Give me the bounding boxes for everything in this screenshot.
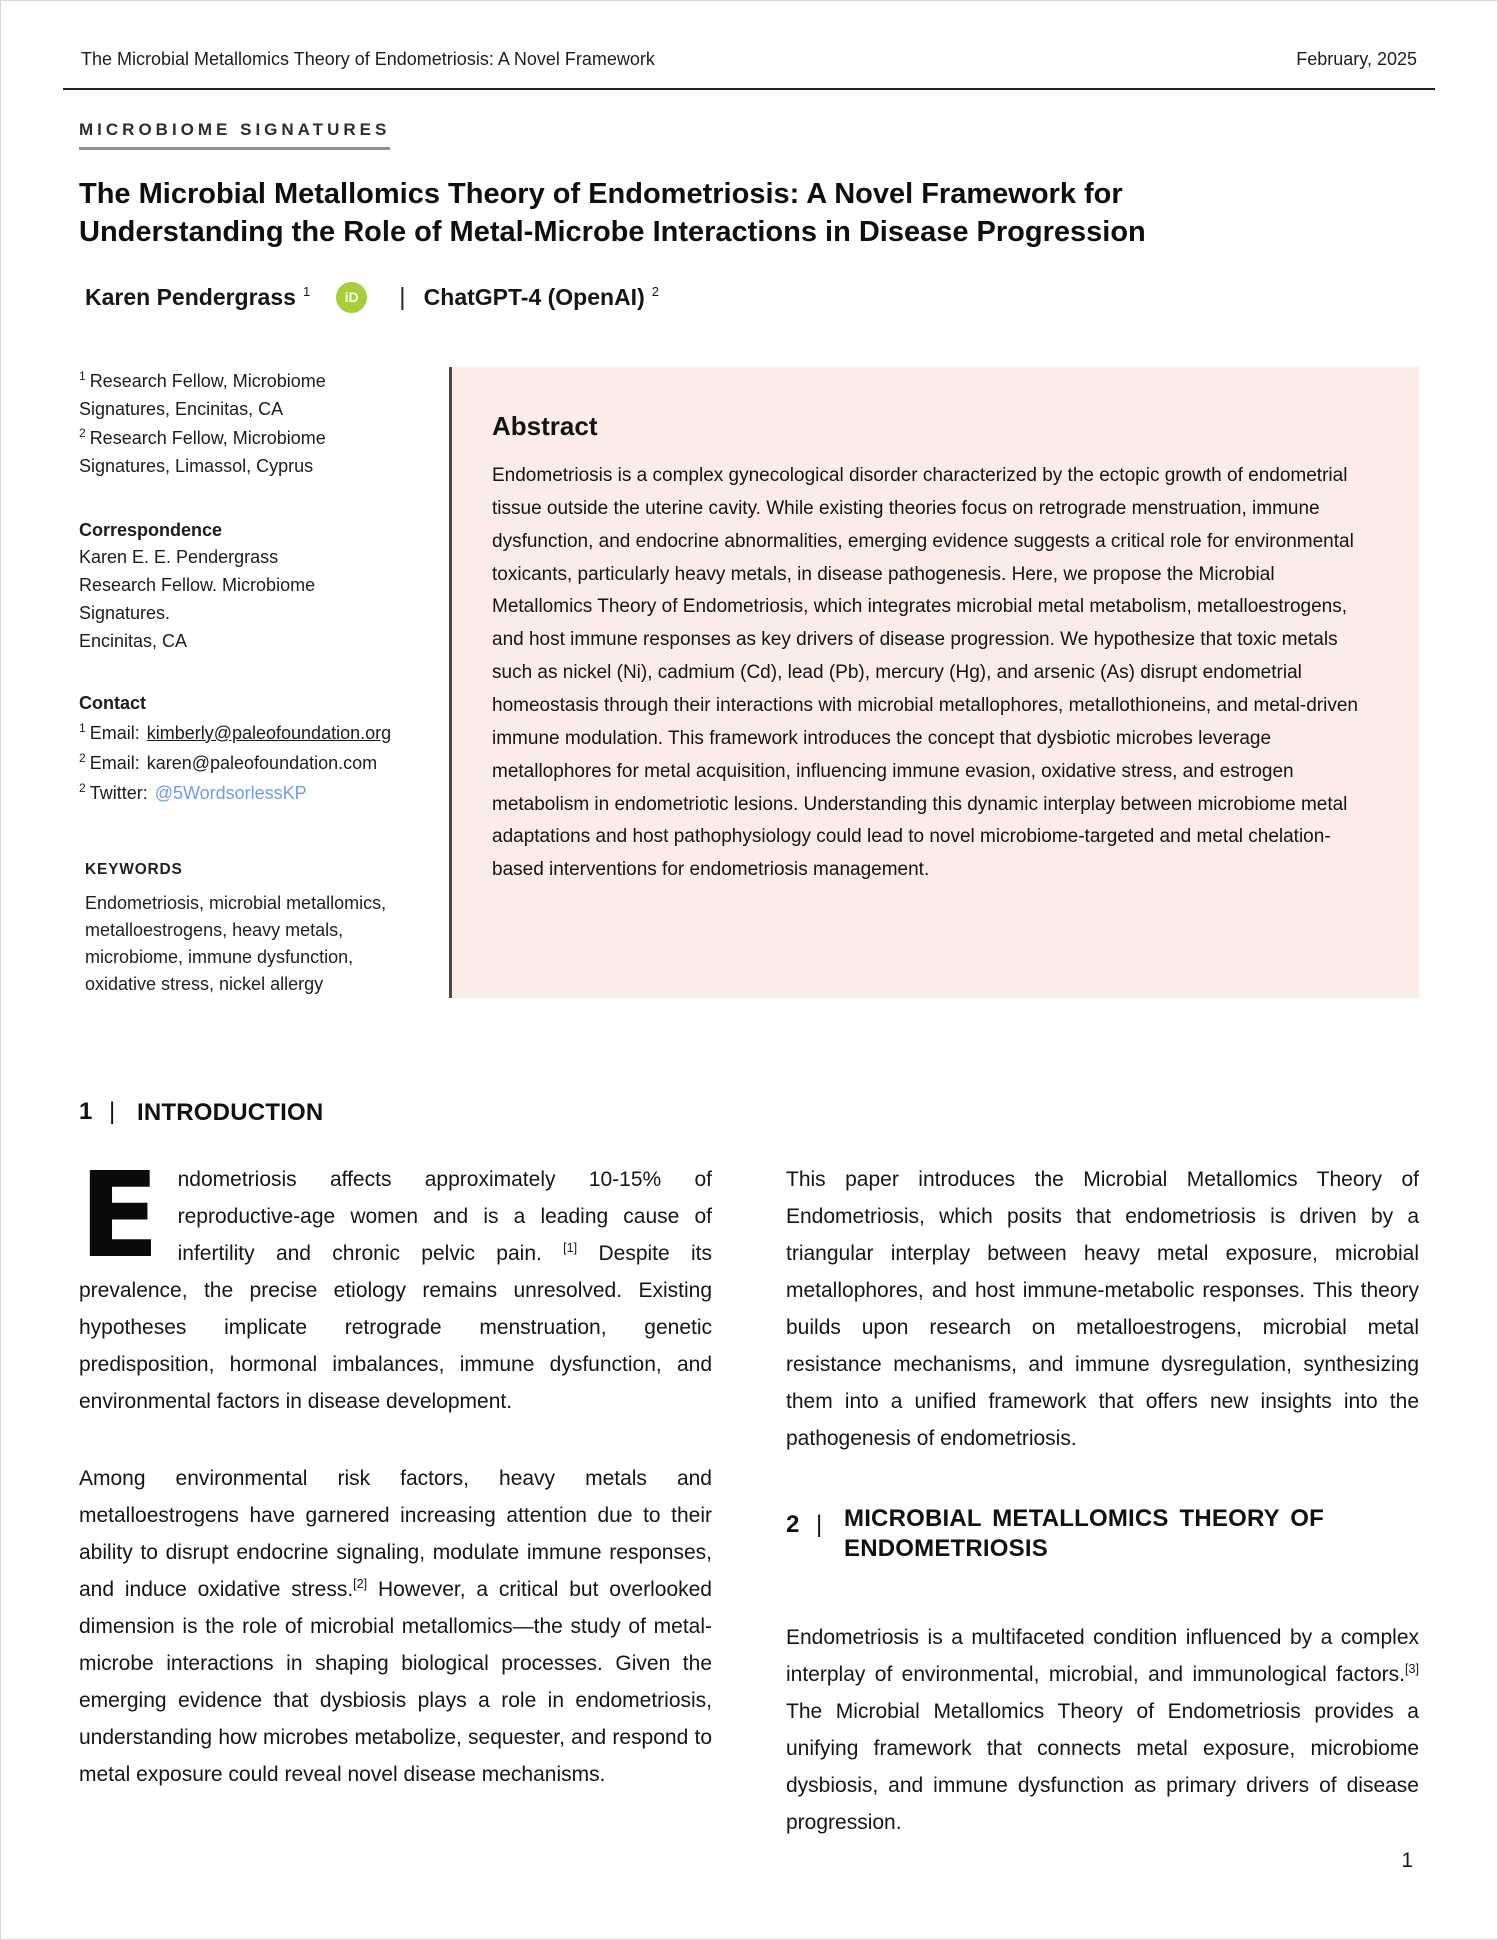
contact-email-1 [79,718,397,748]
header-date: February, 2025 [1296,49,1417,69]
correspondence-line: Karen E. E. Pendergrass [79,547,279,568]
correspondence-heading: Correspondence [79,519,223,540]
page-number: 1 [1401,1849,1413,1872]
left-column [79,1146,712,1841]
author-1-text: Karen Pendergrass [85,283,296,310]
contact-2-label: Email: [89,752,145,773]
body-columns [79,1146,1419,1841]
contact-email-2 [79,748,397,778]
abstract-body: Endometriosis is a complex gynecological disorder characterized by the ectopic growth of endometrial tissue outside the uterine cavity. While existing theories focus on retrograde menstruation, immune dysfunction, and endocrine abnormalities, emerging evidence suggests a critical role for environmental toxicants, particularly heavy metals, in disease pathogenesis. Here, we propose the Microbial Metallomics Theory of Endometriosis, which integrates microbial metal metabolism, metalloestrogens, and host immune responses as key drivers of disease progression. We hypothesize that toxic metals such as nickel (Ni), cadmium (Cd), lead (Pb), mercury (Hg), and arsenic (As) disrupt endometrial homeostasis through their interactions with microbial metallophores, metallothioneins, and metal-driven immune modulation. This framework introduces the concept that dysbiotic microbes leverage metallophores for metal acquisition, influencing immune evasion, oxidative stress, and estrogen metabolism in endometriotic lesions. Understanding this dynamic interplay between microbiome metal adaptations and host pathophysiology could lead to novel microbiome-targeted and metal chelation-based interventions for endometriosis management. [492,464,1358,881]
contact-3-sup: 2 [79,780,86,795]
twitter-link[interactable]: @5WordsorlessKP [154,782,307,803]
email-link-1[interactable]: kimberly@paleofoundation.org [146,722,392,743]
contact-heading: Contact [79,692,146,713]
author-2-sup: 2 [651,284,659,300]
section-2-number: 2 [786,1510,800,1538]
section-1-pipe: | [109,1098,116,1126]
keywords-block [79,858,397,998]
contact-twitter [79,778,397,808]
abstract-box [449,367,1419,998]
affiliation-2-sup: 2 [79,425,86,440]
correspondence-line: Encinitas, CA [79,631,188,652]
right-column [786,1162,1419,1841]
correspondence-line: Research Fellow. Microbiome Signatures. [79,575,316,624]
paper-title: The Microbial Metallomics Theory of Endometriosis: A Novel Framework for Understanding the Role of Metal-Microbe Interactions in Disease Progression [79,178,1146,248]
left-sidebar [79,367,397,998]
correspondence-block [79,517,397,656]
email-text-2: karen@paleofoundation.com [146,752,378,773]
section-1-number: 1 [79,1098,93,1126]
affiliation-1 [79,367,397,424]
contact-2-sup: 2 [79,750,86,765]
intro-paragraph-1-text: ndometriosis affects approximately 10-15% of reproductive-age women and is a leading cause of infertility and chronic pelvic pain. [1] Despite its prevalence, the precise etiology remains unresolved. Existing hypotheses implicate retrograde menstruation, genetic predisposition, hormonal imbalances, immune dysfunction, and environmental factors in disease development. [79,1168,712,1413]
section-1-heading [79,1098,1419,1128]
affiliation-2 [79,424,397,481]
contact-1-label: Email: [89,722,145,743]
affiliation-1-text: Research Fellow, Microbiome Signatures, Encinitas, CA [79,370,326,419]
section-2-heading [786,1504,1419,1564]
author-separator: | [399,282,406,311]
author-name-2 [424,284,659,311]
author-name-1 [85,284,310,311]
drop-cap: E [79,1146,160,1285]
author-2-text: ChatGPT-4 (OpenAI) [423,283,645,310]
page-header [63,1,1435,90]
contact-1-sup: 1 [79,720,86,735]
author-row [79,282,1419,313]
abstract-heading: Abstract [492,410,598,441]
section-2-pipe: | [816,1510,823,1538]
keywords-heading: KEYWORDS [85,861,183,879]
intro-paragraph-2: Among environmental risk factors, heavy metals and metalloestrogens have garnered increasing attention due to their ability to disrupt endocrine signaling, modulate immune responses, and induce oxidative stress.[2] However, a critical but overlooked dimension is the role of microbial metallomics—the study of metal-microbe interactions in shaping biological processes. Given the emerging evidence that dysbiosis plays a role in endometriosis, understanding how microbes metabolize, sequester, and respond to metal exposure could reveal novel disease mechanisms. [79,1466,712,1786]
section-2-title: MICROBIAL METALLOMICS THEORY OF ENDOMETRIOSIS [844,1504,1324,1562]
journal-brand: MICROBIOME SIGNATURES [79,120,390,150]
running-title: The Microbial Metallomics Theory of Endometriosis: A Novel Framework [81,49,655,69]
orcid-icon[interactable]: iD [336,282,367,313]
section-2-paragraph-1: Endometriosis is a multifaceted condition influenced by a complex interplay of environmental, microbial, and immunological factors.[3] The Microbial Metallomics Theory of Endometriosis provides a unifying framework that connects metal exposure, microbiome dysbiosis, and immune dysfunction as primary drivers of disease progression. [786,1625,1419,1834]
section-1-title: INTRODUCTION [137,1099,324,1127]
top-content [79,367,1419,998]
affiliation-2-text: Research Fellow, Microbiome Signatures, Limassol, Cyprus [79,427,326,476]
intro-paragraph-1 [79,1146,712,1421]
author-1-sup: 1 [302,284,311,300]
contact-3-label: Twitter: [89,782,153,803]
affiliation-1-sup: 1 [79,368,86,383]
contact-block [79,690,397,808]
intro-paragraph-3: This paper introduces the Microbial Metallomics Theory of Endometriosis, which posits that endometriosis is driven by a triangular interplay between heavy metal exposure, microbial metallophores, and host immune-metabolic responses. This theory builds upon research on metalloestrogens, microbial metal resistance mechanisms, and immune dysregulation, synthesizing them into a unified framework that offers new insights into the pathogenesis of endometriosis. [786,1168,1419,1450]
keywords-text: Endometriosis, microbial metallomics, metalloestrogens, heavy metals, microbiome, immune dysfunction, oxidative stress, nickel allergy [85,893,387,995]
